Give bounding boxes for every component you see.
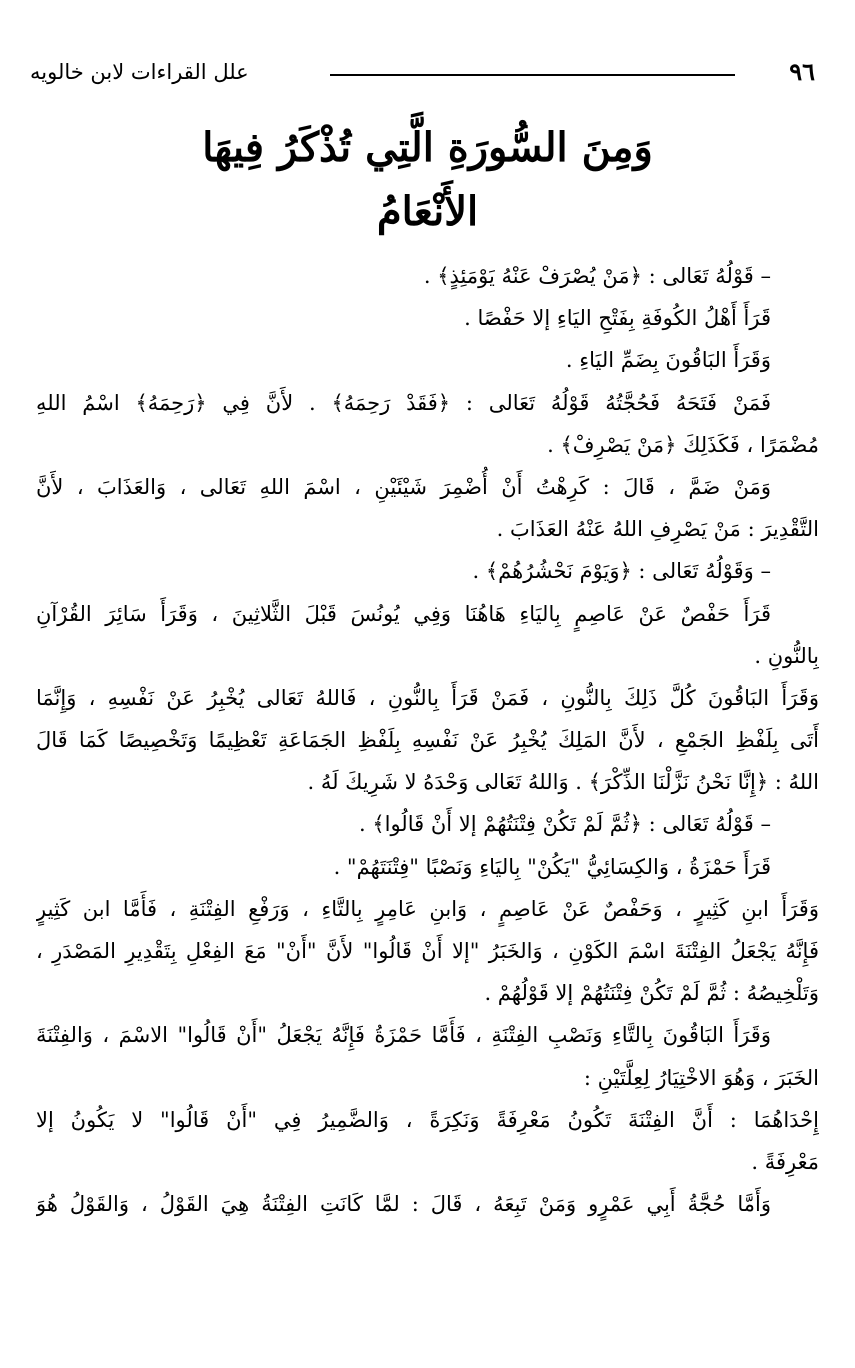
text-line: – قَوْلُهُ تَعَالى : ﴿مَنْ يُصْرَفْ عَنْهُ يَوْمَئِذٍ﴾ . xyxy=(423,264,771,288)
chapter-title-line-2: الأَنْعَامُ xyxy=(376,188,479,235)
text-line: بِالنُّونِ . xyxy=(754,643,819,668)
text-line: الخَبَرَ ، وَهُوَ الاخْتِيَارُ لِعِلَّتَيْنِ : xyxy=(583,1065,819,1090)
text-line: فَمَنْ فَتَحَهُ فَحُجَّتُهُ قَوْلُهُ تَعَالى : ﴿فَقَدْ رَحِمَهُ﴾ . لأَنَّ فِي ﴿رَحِمَهُ﴾ اسْمُ اللهِ xyxy=(36,390,771,415)
text-line: قَرَأَ أَهْلُ الكُوفَةِ بِفَتْحِ اليَاءِ إلا حَفْصًا . xyxy=(464,306,771,331)
page-number: ٩٦ xyxy=(789,57,815,86)
text-line: – وَقَوْلُهُ تَعَالى : ﴿وَيَوْمَ نَحْشُرُهُمْ﴾ . xyxy=(472,559,771,584)
text-line: إِحْدَاهُمَا : أَنَّ الفِتْنَةَ تَكُونُ مَعْرِفَةً وَنَكِرَةً ، وَالضَّمِيرُ فِي "أَنْ قَالُوا" لا يَكُونُ إلا xyxy=(36,1107,819,1132)
chapter-title-line-1: وَمِنَ السُّورَةِ الَّتِي تُذْكَرُ فِيهَا xyxy=(202,124,653,171)
text-line: وَقَرَأَ البَاقُونَ كُلَّ ذَلِكَ بِالنُّونِ ، فَمَنْ قَرَأَ بِالنُّونِ ، فَاللهُ تَعَالى يُخْبِرُ عَنْ نَفْسِهِ ، وَإِنَّمَا xyxy=(36,685,819,710)
header-rule xyxy=(330,74,735,76)
running-header xyxy=(30,52,815,92)
text-line: – قَوْلُهُ تَعَالى : ﴿ثُمَّ لَمْ تَكُنْ فِتْنَتُهُمْ إلا أَنْ قَالُوا﴾ . xyxy=(358,812,771,837)
text-line: وَقَرَأَ البَاقُونَ بِالتَّاءِ وَنَصْبِ الفِتْنَةِ ، فَأَمَّا حَمْزَةُ فَإِنَّهُ يَجْعَلُ "أَنْ قَالُوا" الاسْمَ ، وَالفِتْنَةَ xyxy=(36,1023,771,1048)
text-line: وَمَنْ ضَمَّ ، قَالَ : كَرِهْتُ أَنْ أُضْمِرَ شَيْئَيْنِ ، اسْمَ اللهِ تَعَالى ، وَالعَذَابَ ، لأَنَّ xyxy=(36,474,771,499)
text-line: أَتَى بِلَفْظِ الجَمْعِ ، لأَنَّ المَلِكَ يُخْبِرُ عَنْ نَفْسِهِ بِلَفْظِ الجَمَاعَةِ تَعْظِيمًا وَتَخْصِيصًا كَمَا قَالَ xyxy=(36,728,819,753)
text-line: مَعْرِفَةً . xyxy=(751,1149,819,1174)
text-line: وَأَمَّا حُجَّةُ أَبِي عَمْرٍو وَمَنْ تَبِعَهُ ، قَالَ : لمَّا كَانَتِ الفِتْنَةُ هِيَ القَوْلُ ، وَالقَوْلُ هُوَ xyxy=(36,1192,771,1217)
text-line: اللهُ : ﴿إِنَّا نَحْنُ نَزَّلْنَا الذِّكْرَ﴾ . وَاللهُ تَعَالى وَحْدَهُ لا شَرِيكَ لَهُ . xyxy=(307,770,819,795)
text-line: وَقَرَأَ ابنِ كَثِيرٍ ، وَحَفْصٌ عَنْ عَاصِمٍ ، وَابنِ عَامِرٍ بِالتَّاءِ ، وَرَفْعِ الفِتْنَةِ ، فَأَمَّا ابن كَثِيرٍ xyxy=(36,896,819,921)
text-line: قَرَأَ حَمْزَةُ ، وَالكِسَائِيُّ "يَكُنْ" بِاليَاءِ وَنَصْبًا "فِتْنَتَهُمْ" . xyxy=(333,854,771,879)
book-title: علل القراءات لابن خالويه xyxy=(30,60,249,84)
text-line: وَتَلْخِيصُهُ : ثُمَّ لَمْ تَكُنْ فِتْنَتُهُمْ إلا قَوْلُهُمْ . xyxy=(484,981,819,1006)
text-line: مُضْمَرًا ، فَكَذَلِكَ ﴿مَنْ يَصْرِفْ﴾ . xyxy=(547,432,819,457)
text-line: التَّقْدِيرَ : مَنْ يَصْرِفِ اللهُ عَنْهُ العَذَابَ . xyxy=(496,517,819,542)
text-line: فَإِنَّهُ يَجْعَلُ الفِتْنَةَ اسْمَ الكَوْنِ ، وَالخَبَرُ "إلا أَنْ قَالُوا" لأَنَّ "أَنْ" مَعَ الفِعْلِ بِتَقْدِيرِ المَصْدَرِ ، xyxy=(36,939,819,963)
body-text xyxy=(36,255,819,1225)
text-line: وَقَرَأَ البَاقُونَ بِضَمِّ اليَاءِ . xyxy=(565,348,771,373)
text-line: قَرَأَ حَفْصٌ عَنْ عَاصِمٍ بِاليَاءِ هَاهُنَا وَفِي يُونُسَ قَبْلَ الثَّلاثِينَ ، وَقَرَأَ سَائِرَ القُرْآنِ xyxy=(36,601,771,626)
